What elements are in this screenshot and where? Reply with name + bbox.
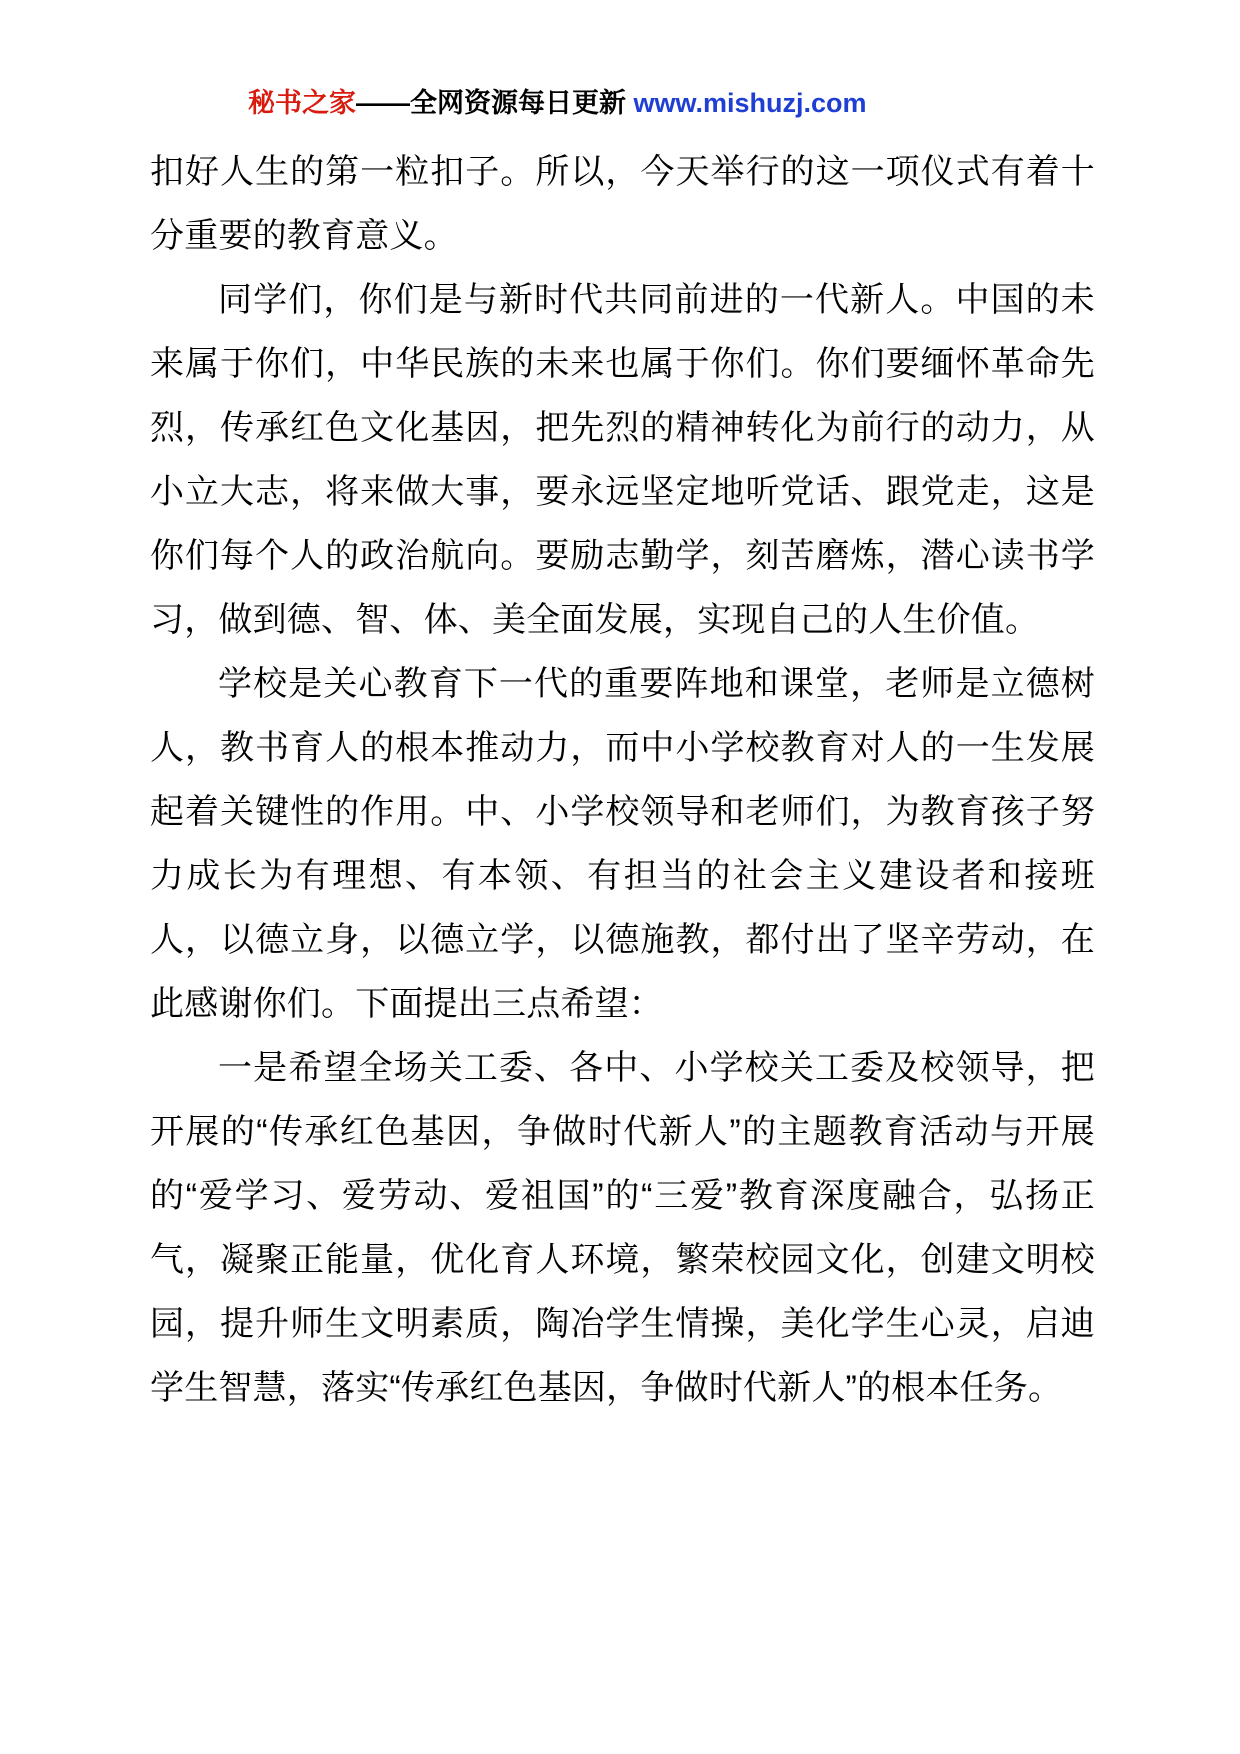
site-url[interactable]: www.mishuzj.com xyxy=(633,88,867,118)
paragraph-2: 同学们，你们是与新时代共同前进的一代新人。中国的未来属于你们，中华民族的未来也属于你们。你们要缅怀革命先烈，传承红色文化基因，把先烈的精神转化为前行的动力，从小立大志，将来做大事，要永远坚定地听党话、跟党走，这是你们每个人的政治航向。要励志勤学，刻苦磨炼，潜心读书学习，做到德、智、体、美全面发展，实现自己的人生价值。 xyxy=(150,281,1095,639)
paragraph-4: 一是希望全场关工委、各中、小学校关工委及校领导，把开展的“传承红色基因，争做时代新人”的主题教育活动与开展的“爱学习、爱劳动、爱祖国”的“三爱”教育深度融合，弘扬正气，凝聚正能量，优化育人环境，繁荣校园文化，创建文明校园，提升师生文明素质，陶冶学生情操，美化学生心灵，启迪学生智慧，落实“传承红色基因，争做时代新人”的根本任务。 xyxy=(150,1049,1095,1407)
paragraph-3: 学校是关心教育下一代的重要阵地和课堂，老师是立德树人，教书育人的根本推动力，而中小学校教育对人的一生发展起着关键性的作用。中、小学校领导和老师们，为教育孩子努力成长为有理想、有本领、有担当的社会主义建设者和接班人，以德立身，以德立学，以德施教，都付出了坚辛劳动，在此感谢你们。下面提出三点希望： xyxy=(150,665,1095,1023)
site-watermark-header xyxy=(248,86,1008,120)
document-body xyxy=(150,140,1095,1420)
site-brand-name: 秘书之家 xyxy=(248,88,356,118)
paragraph-1: 扣好人生的第一粒扣子。所以，今天举行的这一项仪式有着十分重要的教育意义。 xyxy=(150,153,1095,255)
site-tagline: ——全网资源每日更新 xyxy=(356,88,634,118)
